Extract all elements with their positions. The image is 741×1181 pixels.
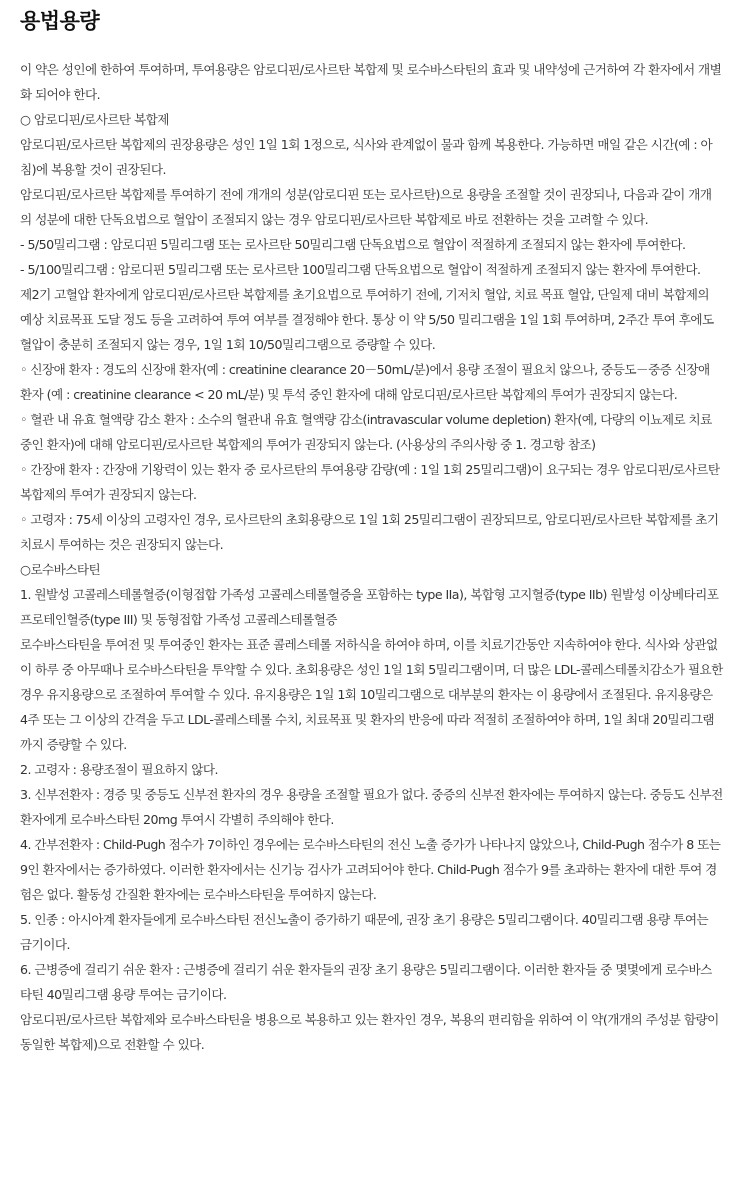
combination-switch-paragraph: 암로디핀/로사르탄 복합제와 로수바스타틴을 병용으로 복용하고 있는 환자인 경우, 복용의 편리함을 위하여 이 약(개개의 주성분 함량이 동일한 복합제)으로 전환할 수 있다. (20, 1012, 719, 1052)
dose-5-100-item: - 5/100밀리그램 : 암로디핀 5밀리그램 또는 로사르탄 100밀리그램 단독요법으로 혈압이 적절하게 조절되지 않는 환자에 투여한다. (20, 262, 701, 277)
intro-paragraph: 이 약은 성인에 한하여 투여하며, 투여용량은 암로디핀/로사르탄 복합제 및 로수바스타틴의 효과 및 내약성에 근거하여 각 환자에서 개별화 되어야 한다. (20, 62, 722, 102)
rosuvastatin-elderly-item: 2. 고령자 : 용량조절이 필요하지 않다. (20, 762, 218, 777)
stage2-hypertension-paragraph: 제2기 고혈압 환자에게 암로디핀/로사르탄 복합제를 초기요법으로 투여하기 전에, 기저치 혈압, 치료 목표 혈압, 단일제 대비 복합제의 예상 치료목표 도달 정도 등을 고려하여 투여 여부를 결정해야 한다. 통상 이 약 5/50 밀리그램을 1일 1회 투여하며, 2주간 투여 후에도 혈압이 충분히 조절되지 않는 경우, 1일 1회 10/50밀리그램으로 증량할 수 있다. (20, 287, 714, 352)
myopathy-item: 6. 근병증에 걸리기 쉬운 환자 : 근병증에 걸리기 쉬운 환자들의 권장 초기 용량은 5밀리그램이다. 이러한 환자들 중 몇몇에게 로수바스타틴 40밀리그램 용량 투여는 금기이다. (20, 962, 712, 1002)
renal-impairment-item: ◦ 신장애 환자 : 경도의 신장애 환자(예 : creatinine clearance 20－50mL/분)에서 용량 조절이 필요치 않으나, 중등도－중증 신장애 환자 (예 : creatinine clearance < 20 mL/분) 및 투석 중인 환자에 대해 암로디핀/로사르탄 복합제의 투여가 권장되지 않는다. (20, 362, 710, 402)
hypercholesterolemia-item: 1. 원발성 고콜레스테롤혈증(이형접합 가족성 고콜레스테롤혈증을 포함하는 type IIa), 복합형 고지혈증(type IIb) 원발성 이상베타리포프로테인혈증(type III) 및 동형접합 가족성 고콜레스테롤혈증 (20, 587, 719, 627)
elderly-item: ◦ 고령자 : 75세 이상의 고령자인 경우, 로사르탄의 초회용량으로 1일 1회 25밀리그램이 권장되므로, 암로디핀/로사르탄 복합제를 초기 치료시 투여하는 것은 권장되지 않는다. (20, 512, 719, 552)
race-item: 5. 인종 : 아시아계 환자들에게 로수바스타틴 전신노출이 증가하기 때문에, 권장 초기 용량은 5밀리그램이다. 40밀리그램 용량 투여는 금기이다. (20, 912, 709, 952)
renal-failure-item: 3. 신부전환자 : 경증 및 중등도 신부전 환자의 경우 용량을 조절할 필요가 없다. 중증의 신부전 환자에는 투여하지 않는다. 중등도 신부전 환자에게 로수바스타틴 20mg 투여시 각별히 주의해야 한다. (20, 787, 723, 827)
volume-depletion-item: ◦ 혈관 내 유효 혈액량 감소 환자 : 소수의 혈관내 유효 혈액량 감소(intravascular volume depletion) 환자(예, 다량의 이뇨제로 치료중인 환자)에 대해 암로디핀/로사르탄 복합제의 투여가 권장되지 않는다. (사용상의 주의사항 중 1. 경고항 참조) (20, 412, 712, 452)
hepatic-failure-item: 4. 간부전환자 : Child-Pugh 점수가 7이하인 경우에는 로수바스타틴의 전신 노출 증가가 나타나지 않았으나, Child-Pugh 점수가 8 또는 9인 환자에서는 증가하였다. 이러한 환자에서는 신기능 검사가 고려되어야 한다. Child-Pugh 점수가 9를 초과하는 환자에 대한 투여 경험은 없다. 활동성 간질환 환자에는 로수바스타틴을 투여하지 않는다. (20, 837, 721, 902)
rosuvastatin-dosing-paragraph: 로수바스타틴을 투여전 및 투여중인 환자는 표준 콜레스테롤 저하식을 하여야 하며, 이를 치료기간동안 지속하여야 한다. 식사와 상관없이 하루 중 아무때나 로수바스타틴을 투약할 수 있다. 초회용량은 성인 1일 1회 5밀리그램이며, 더 많은 LDL-콜레스테롤치감소가 필요한 경우 유지용량으로 조절하여 투여할 수 있다. 유지용량은 1일 1회 10밀리그램으로 대부분의 환자는 이 용량에서 조절된다. 유지용량은 4주 또는 그 이상의 간격을 두고 LDL-콜레스테롤 수치, 치료목표 및 환자의 반응에 따라 적절히 조절하여야 하며, 1일 최대 20밀리그램까지 증량할 수 있다. (20, 637, 723, 752)
titration-paragraph: 암로디핀/로사르탄 복합제를 투여하기 전에 개개의 성분(암로디핀 또는 로사르탄)으로 용량을 조절할 것이 권장되나, 다음과 같이 개개의 성분에 대한 단독요법으로 혈압이 조절되지 않는 경우 암로디핀/로사르탄 복합제로 바로 전환하는 것을 고려할 수 있다. (20, 187, 712, 227)
page-title: 용법용량 (20, 9, 100, 33)
hepatic-impairment-item: ◦ 간장애 환자 : 간장애 기왕력이 있는 환자 중 로사르탄의 투여용량 감량(예 : 1일 1회 25밀리그램)이 요구되는 경우 암로디핀/로사르탄 복합제의 투여가 권장되지 않는다. (20, 462, 720, 502)
rosuvastatin-heading: ○로수바스타틴 (20, 562, 101, 577)
dose-5-50-item: - 5/50밀리그램 : 암로디핀 5밀리그램 또는 로사르탄 50밀리그램 단독요법으로 혈압이 적절하게 조절되지 않는 환자에 투여한다. (20, 237, 686, 252)
amlodipine-losartan-heading: ○ 암로디핀/로사르탄 복합제 (20, 112, 169, 127)
recommended-dose-paragraph: 암로디핀/로사르탄 복합제의 권장용량은 성인 1일 1회 1정으로, 식사와 관계없이 물과 함께 복용한다. 가능하면 매일 같은 시간(예 : 아침)에 복용할 것이 권장된다. (20, 137, 713, 177)
dosage-content (20, 57, 723, 1057)
